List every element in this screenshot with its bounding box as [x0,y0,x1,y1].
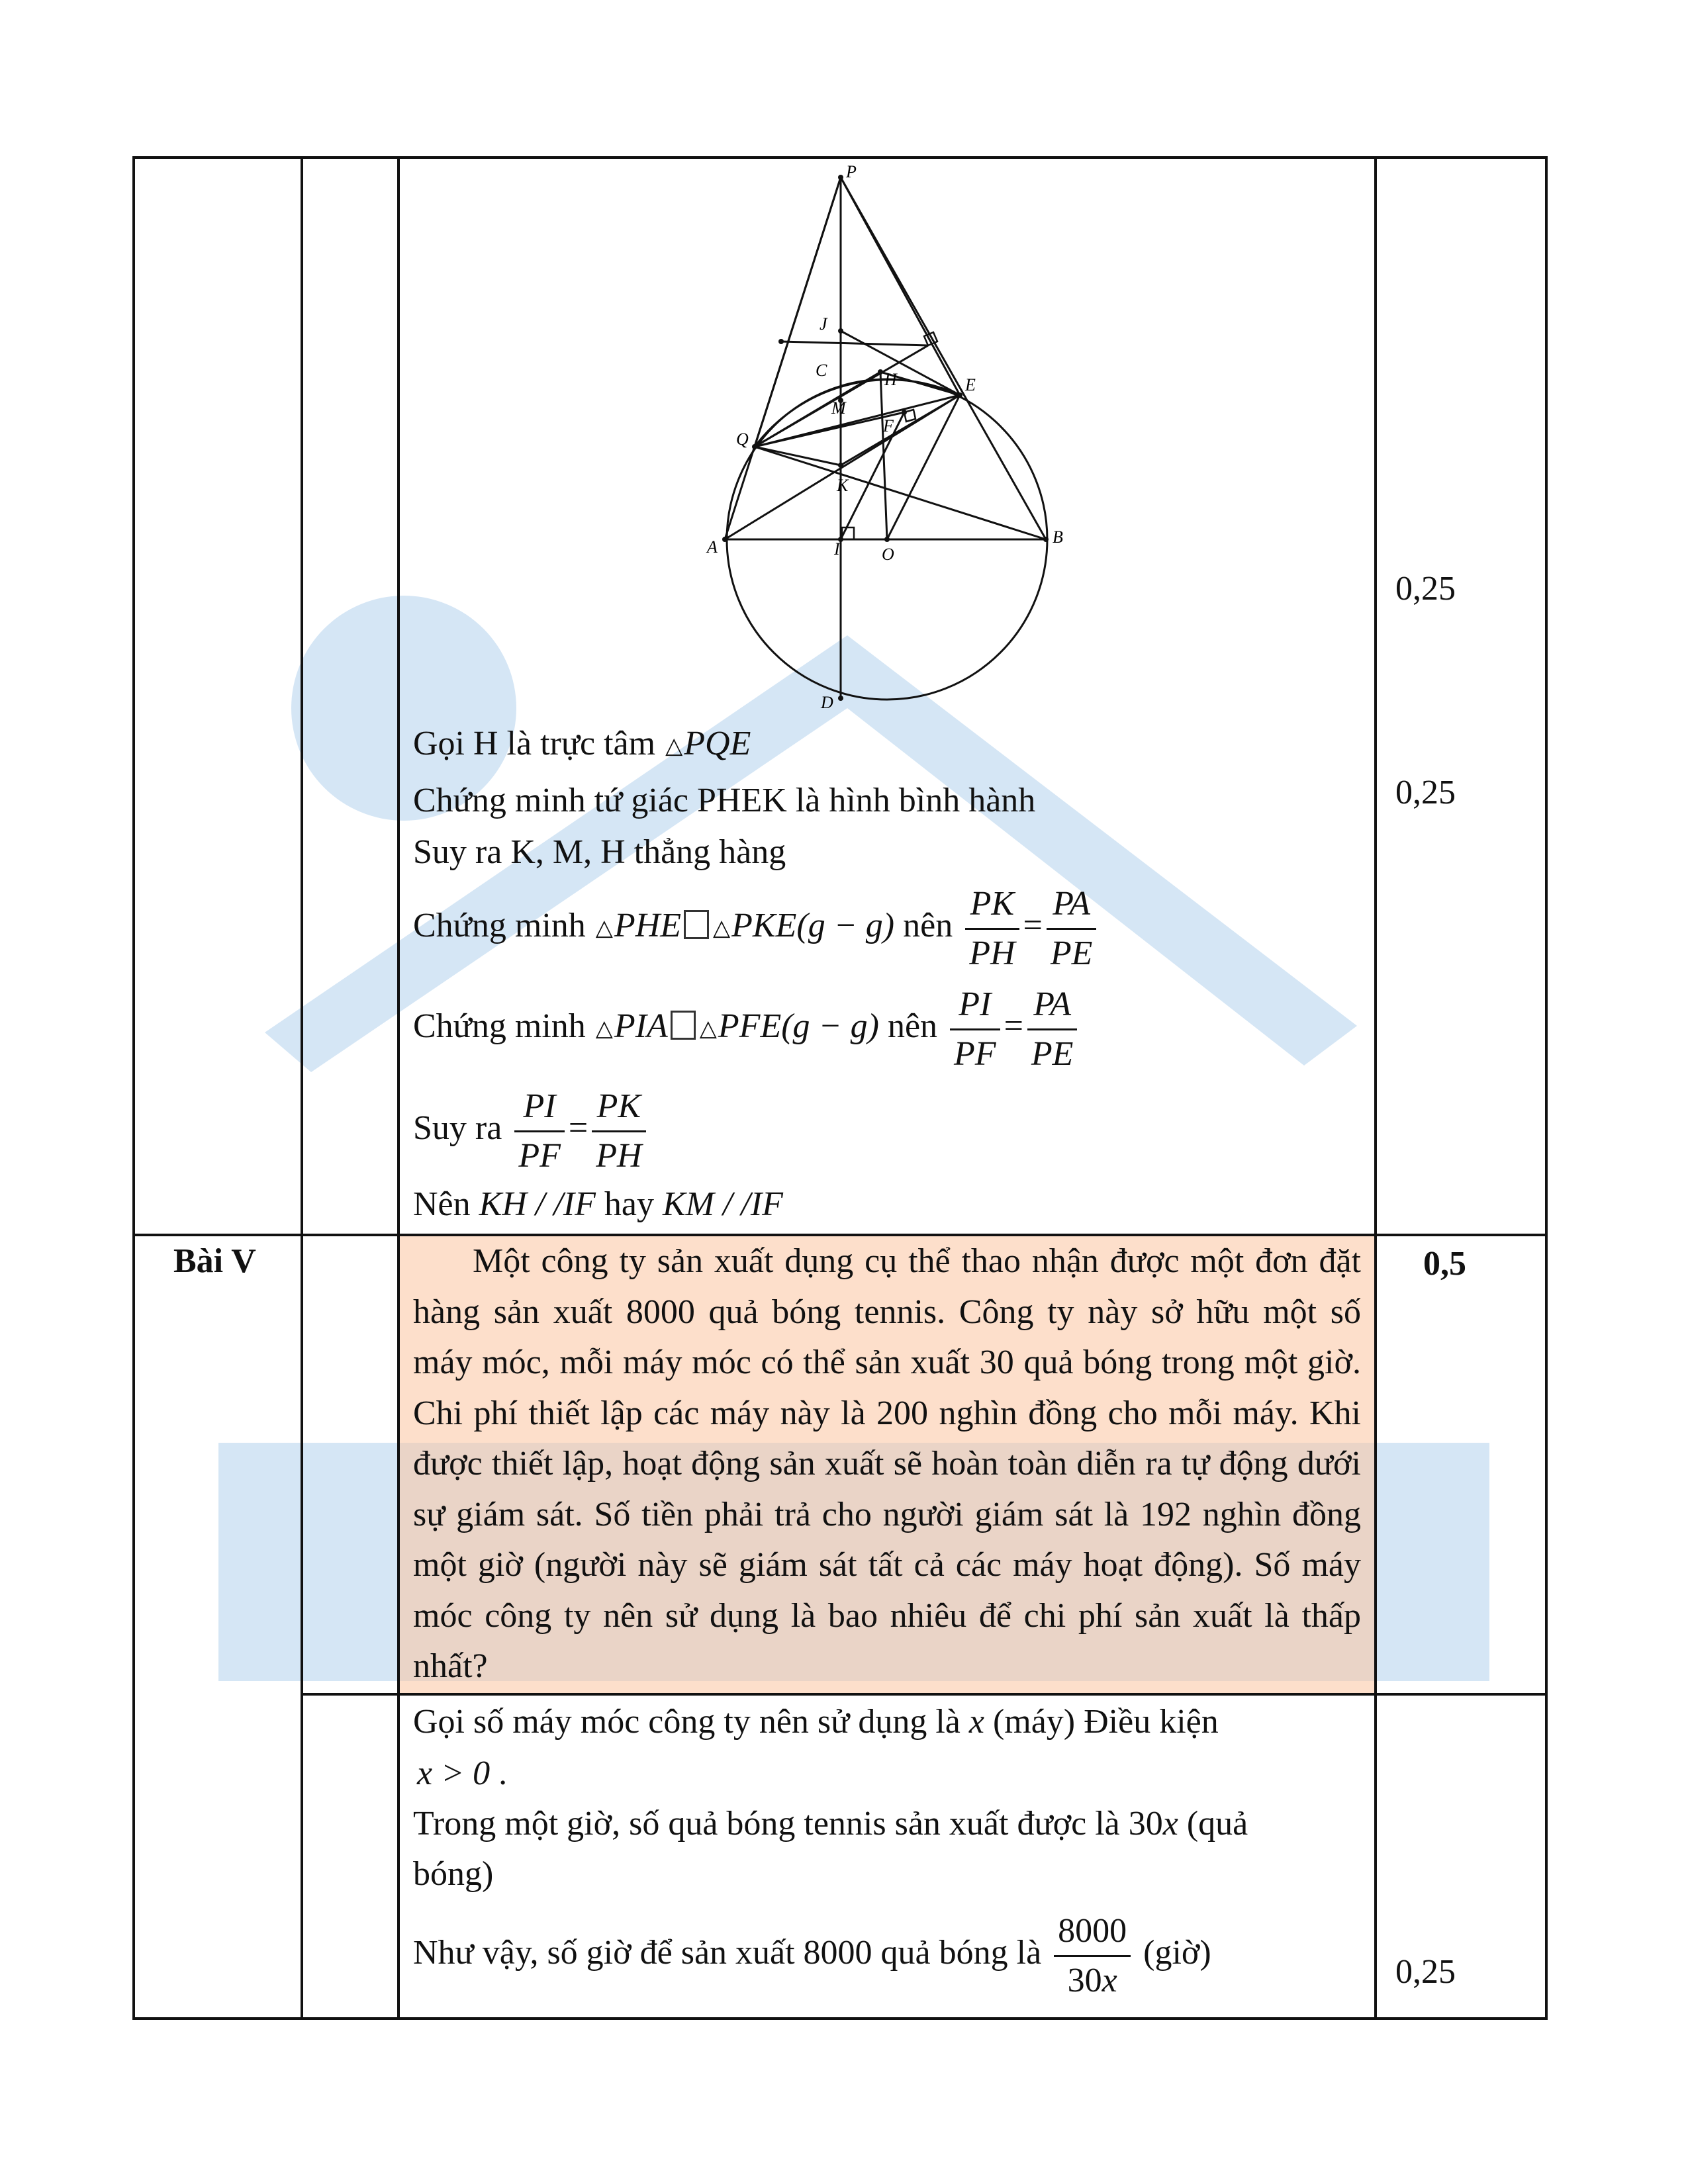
fraction-PI-PF: $\frac{PI}{PF}$ [950,983,1000,1075]
proof-line-3: Suy ra K, M, H thẳng hàng [413,833,786,871]
score-solution: 0,25 [1395,1953,1456,1991]
table-divider-2 [397,156,400,2020]
score-figure: 0,25 [1395,570,1456,608]
triangle-icon: △ [713,916,731,940]
score-orthocenter: 0,25 [1395,774,1456,811]
solution-line-1: Gọi số máy móc công ty nên sử dụng là x (máy) Điều kiện [413,1703,1219,1741]
similar-symbol [684,910,709,939]
similar-symbol [671,1011,696,1040]
label-F: F [883,416,894,435]
fraction-PA-PE: $\frac{PA}{PE}$ [1047,883,1097,975]
problem-text: Một công ty sản xuất dụng cụ thể thao nhận được một đơn đặt hàng sản xuất 8000 quả bóng tennis. Công ty này sở hữu một số máy móc, mỗi máy móc có thể sản xuất 30 quả bóng trong một giờ. Chi phí thiết lập các máy này là 200 nghìn đồng cho mỗi máy. Khi được thiết lập, hoạt động sản xuất sẽ hoàn toàn diễn ra tự động dưới sự giám sát. Số tiền phải trả cho người giám sát là 192 nghìn đồng một giờ (người này sẽ giám sát tất cả các máy hoạt động). Số máy móc công ty nên sử dụng là bao nhiêu để chi phí sản xuất là thấp nhất? [413,1242,1361,1685]
table-subrow-separator [301,1693,1548,1696]
solution-line-3: Trong một giờ, số quả bóng tennis sản xuất được là 30x (quả [413,1805,1248,1843]
fraction-PI-PF: $\frac{PI}{PF}$ [514,1085,565,1177]
solution-line-5: Như vậy, số giờ để sản xuất 8000 quả bóng là $\frac{8000}{30x}$ (giờ) [413,1903,1211,2003]
proof-line-4: Chứng minh △PHE △PKE(g − g) nên $\frac{PK}{PH}$ = $\frac{PA}{PE}$ [413,876,1100,976]
label-D: D [821,693,833,712]
label-J: J [820,314,827,334]
proof-line-7: Nên KH / /IF hay KM / /IF [413,1185,783,1223]
geometry-figure [695,159,1092,715]
label-M: M [831,398,846,418]
section-label-bai-v: Bài V [173,1242,256,1280]
proof-line-5: Chứng minh △PIA △PFE(g − g) nên $\frac{PI}{PF}$ = $\frac{PA}{PE}$ [413,977,1081,1076]
table-divider-1 [301,156,303,2020]
solution-line-2: x > 0 . [417,1754,508,1792]
label-Q: Q [736,430,749,449]
fraction-PK-PH: $\frac{PK}{PH}$ [592,1085,645,1177]
fraction-PK-PH: $\frac{PK}{PH}$ [965,883,1019,975]
table-border-left [132,156,135,2020]
fraction-8000-30x: $\frac{8000}{30x}$ [1054,1910,1131,2002]
label-I: I [834,539,840,559]
score-problem: 0,5 [1423,1245,1466,1283]
label-K: K [837,476,849,495]
label-A: A [707,537,718,557]
label-B: B [1053,527,1063,547]
proof-line-6: Suy ra $\frac{PI}{PF}$ = $\frac{PK}{PH}$ [413,1079,650,1178]
label-C: C [816,361,827,380]
proof-line-2: Chứng minh tứ giác PHEK là hình bình hành [413,782,1036,819]
proof-line-1: Gọi H là trực tâm △PQE [413,725,751,762]
solution-line-4: bóng) [413,1855,494,1893]
table-divider-3 [1374,156,1377,2020]
triangle-icon: △ [595,916,613,940]
table-border-bottom [132,2017,1548,2020]
label-H: H [884,370,897,389]
label-P: P [846,162,857,181]
label-E: E [965,375,976,394]
triangle-icon: △ [699,1017,717,1041]
label-O: O [882,545,894,564]
triangle-icon: △ [595,1017,613,1041]
fraction-PA-PE: $\frac{PA}{PE}$ [1027,983,1078,1075]
table-border-right [1545,156,1548,2020]
triangle-icon: △ [665,734,683,758]
